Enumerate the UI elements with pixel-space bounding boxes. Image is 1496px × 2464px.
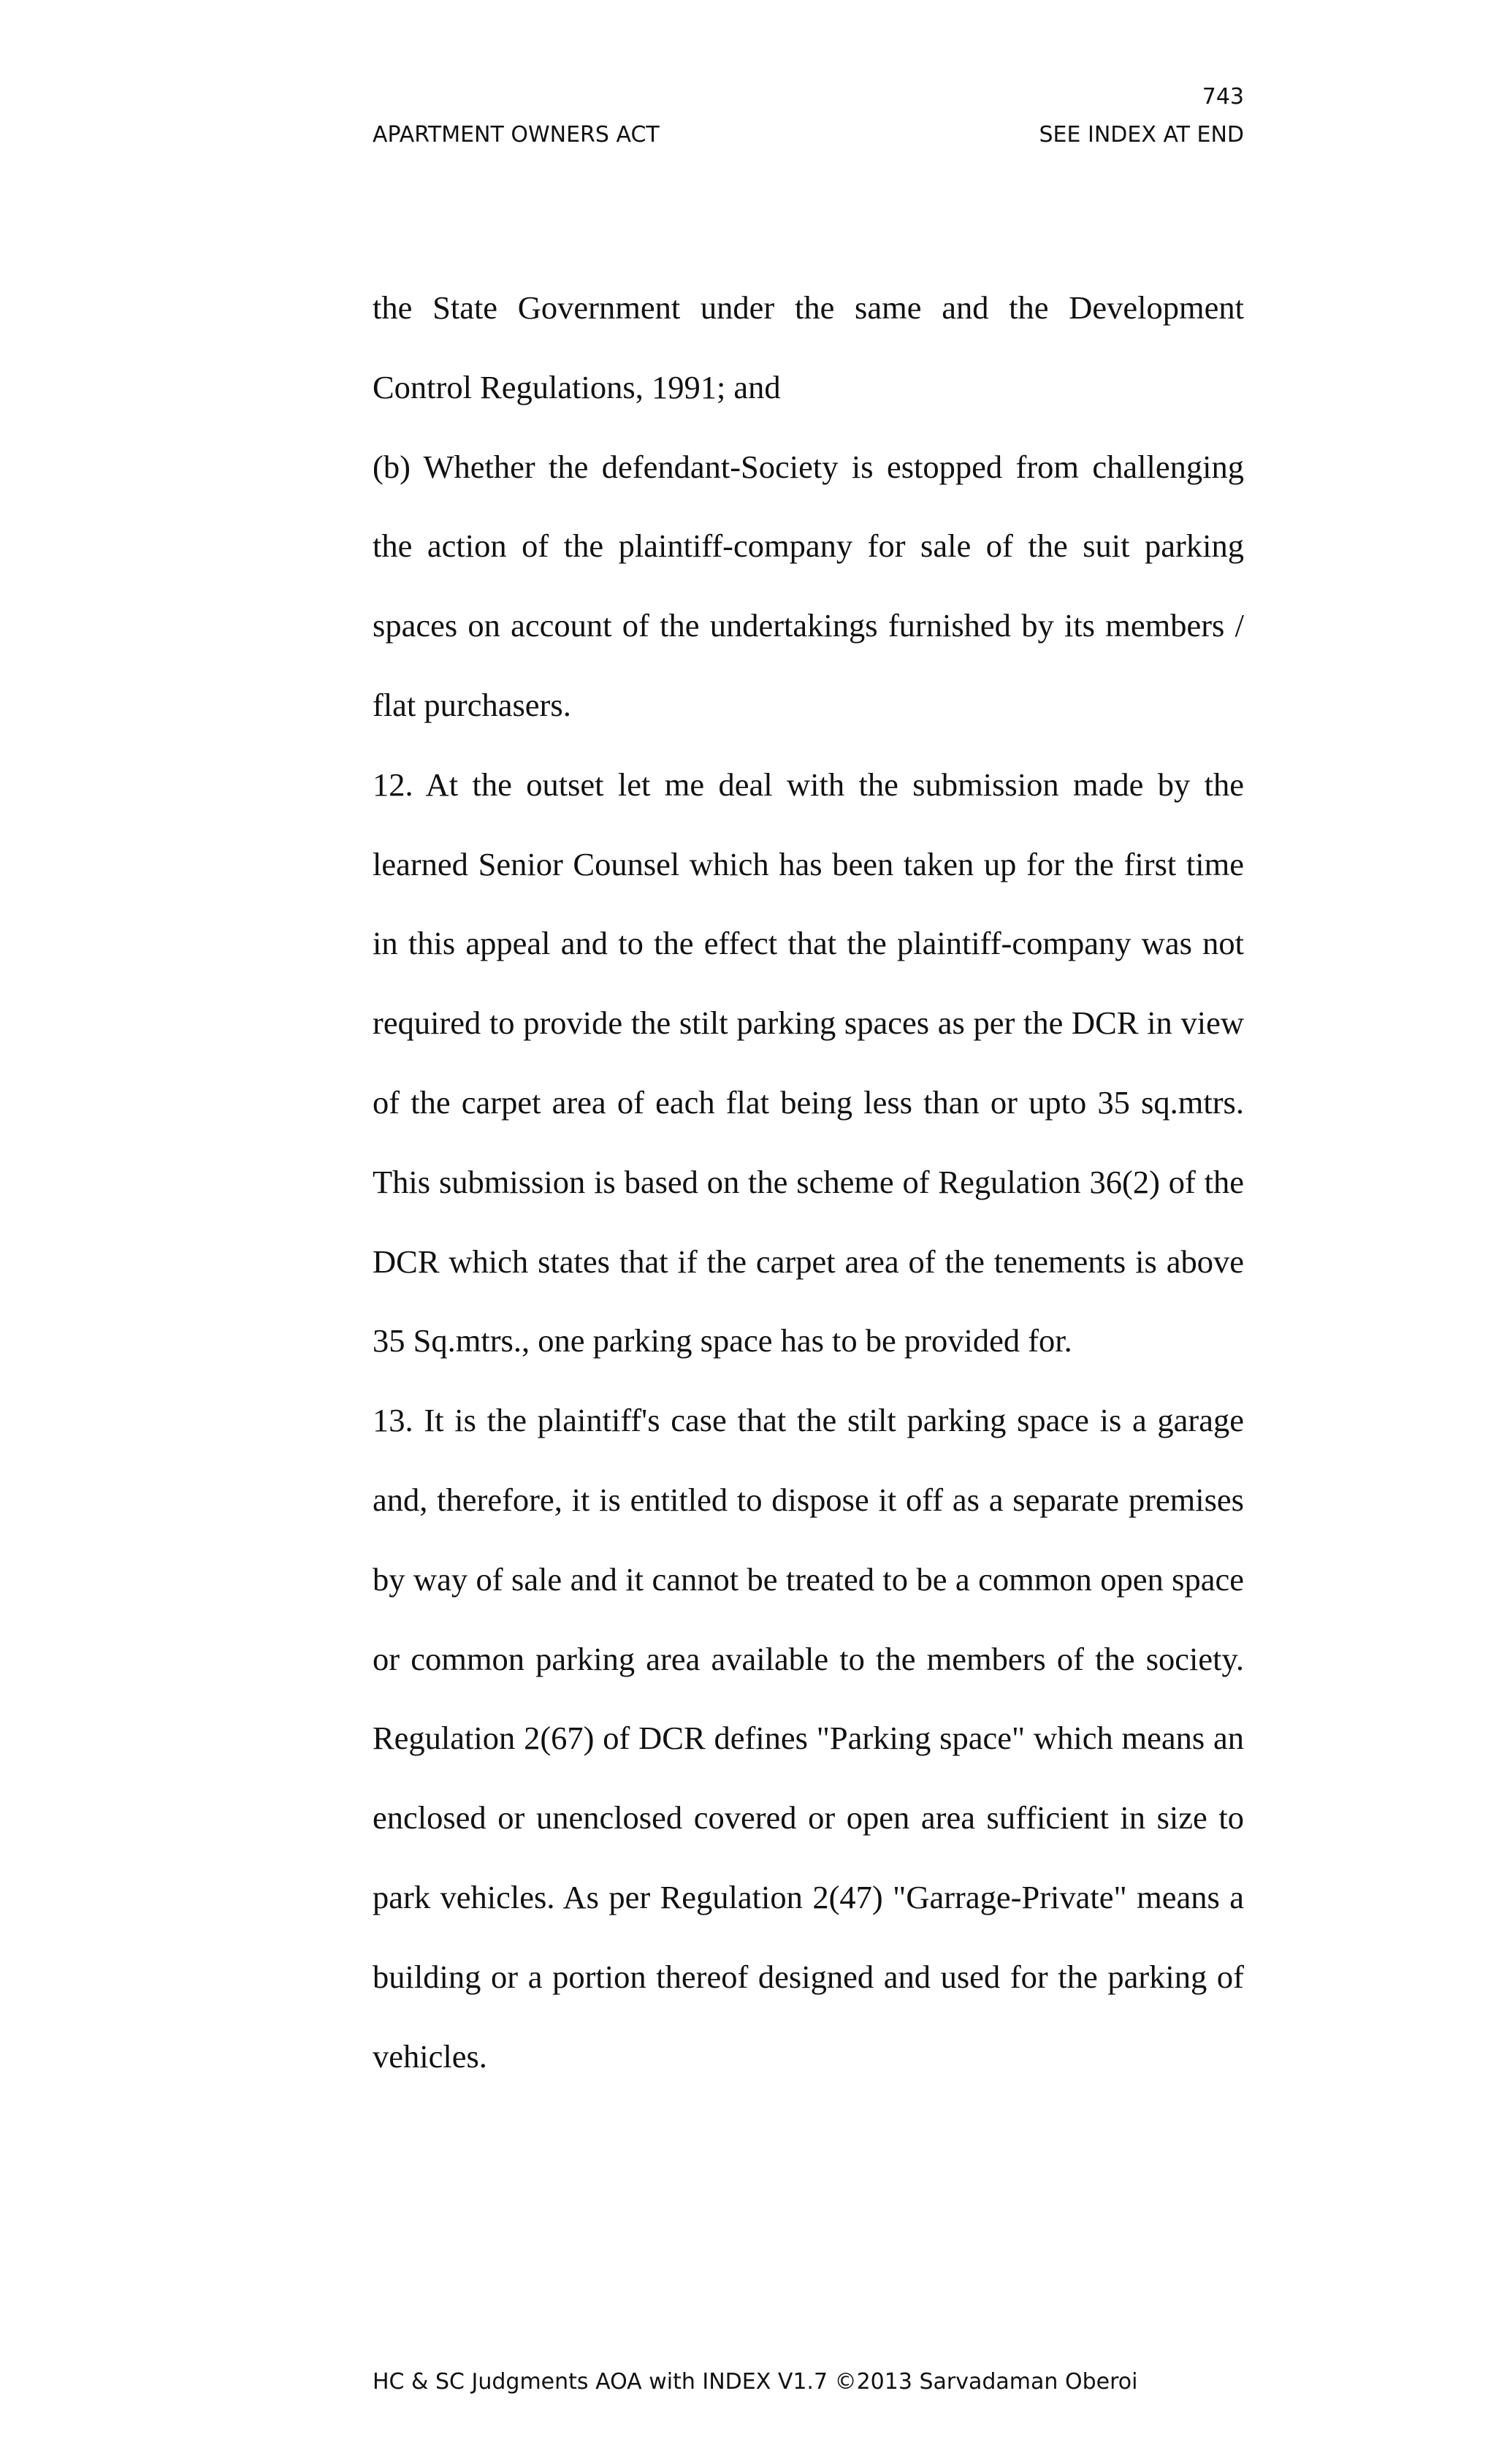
running-header xyxy=(373,124,1244,146)
page-number: 743 xyxy=(1202,84,1244,110)
paragraph-issue-b: (b) Whether the defendant-Society is estopped from challenging the action of the plaintiff-company for sale of the suit parking spaces on account of the undertakings furnished by its members / flat purchasers. xyxy=(373,448,1244,723)
paragraph-continuation: the State Government under the same and the Development Control Regulations, 1991; and xyxy=(373,289,1244,405)
document-body xyxy=(373,268,1244,2096)
paragraph-13: 13. It is the plaintiff's case that the stilt parking space is a garage and, therefore, it is entitled to dispose it off as a separate premises by way of sale and it cannot be treated to be a common open space or common parking area available to the members of the society. Regulation 2(67) of DCR defines "Parking space" which means an enclosed or unenclosed covered or open area sufficient in size to park vehicles. As per Regulation 2(47) "Garrage-Private" means a building or a portion thereof designed and used for the parking of vehicles. xyxy=(373,1402,1244,2075)
page-footer: HC & SC Judgments AOA with INDEX V1.7 ©2013 Sarvadaman Oberoi xyxy=(373,2369,1138,2395)
header-title-left: APARTMENT OWNERS ACT xyxy=(373,122,660,148)
header-title-right: SEE INDEX AT END xyxy=(1039,122,1244,148)
paragraph-12: 12. At the outset let me deal with the submission made by the learned Senior Counsel which has been taken up for the first time in this appeal and to the effect that the plaintiff-company was not required to provide the stilt parking spaces as per the DCR in view of the carpet area of each flat being less than or upto 35 sq.mtrs. This submission is based on the scheme of Regulation 36(2) of the DCR which states that if the carpet area of the tenements is above 35 Sq.mtrs., one parking space has to be provided for. xyxy=(373,766,1244,1359)
